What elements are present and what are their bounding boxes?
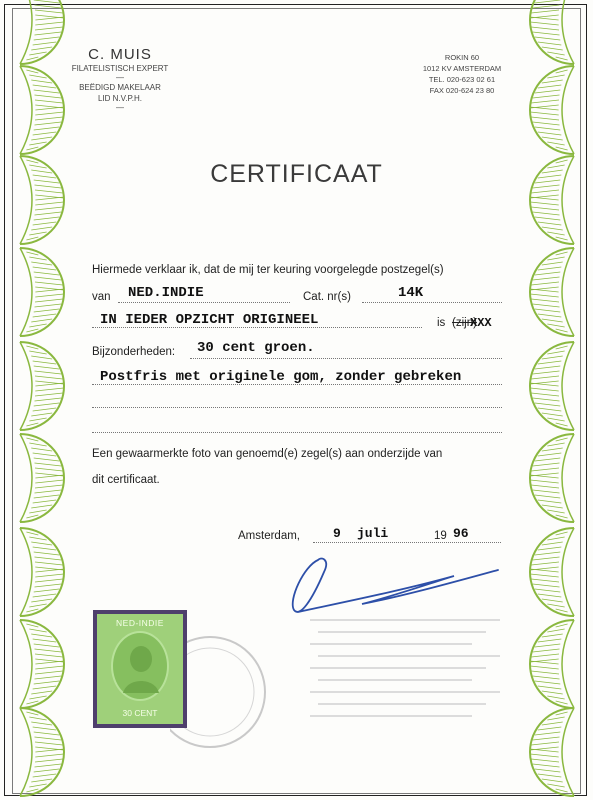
crescent-ornament bbox=[530, 248, 574, 336]
van-label: van bbox=[92, 291, 111, 303]
crescent-ornament bbox=[20, 342, 64, 430]
crescent-ornament bbox=[530, 528, 574, 616]
stamp-bottom-text: 30 CENT bbox=[122, 708, 158, 718]
crescent-ornament bbox=[530, 66, 574, 154]
signature-stroke bbox=[293, 559, 498, 613]
certificate-title: CERTIFICAAT bbox=[210, 160, 383, 188]
zijn-struck: (zijn) bbox=[452, 317, 477, 329]
stamp-face bbox=[97, 614, 183, 724]
expert-name: C. MUIS bbox=[88, 46, 152, 63]
date-year-prefix: 19 bbox=[434, 530, 447, 542]
address-city: 1012 KV AMSTERDAM bbox=[422, 64, 502, 73]
stamp-top-text: NED-INDIE bbox=[116, 618, 164, 628]
sworn-broker: BEËDIGD MAKELAAR bbox=[79, 83, 161, 92]
crescent-ornament bbox=[20, 0, 64, 64]
date-day: 9 bbox=[333, 526, 341, 541]
guilloche-text-lines bbox=[300, 612, 510, 724]
dotted-line bbox=[92, 384, 502, 385]
address-block bbox=[412, 52, 512, 96]
date-place: Amsterdam, bbox=[238, 530, 300, 542]
declaration-text: Hiermede verklaar ik, dat de mij ter keuring voorgelegde postzegel(s) bbox=[92, 264, 444, 276]
dotted-line bbox=[190, 358, 502, 359]
crescent-ornament bbox=[20, 66, 64, 154]
date-month: juli bbox=[357, 526, 389, 541]
divider: — bbox=[116, 103, 124, 112]
divider: — bbox=[116, 73, 124, 82]
verdict-value: IN IEDER OPZICHT ORIGINEEL bbox=[100, 312, 319, 328]
is-label: is bbox=[437, 317, 446, 329]
photo-note-line-2: dit certificaat. bbox=[92, 474, 160, 486]
portrait-icon bbox=[113, 633, 167, 699]
fax-number: FAX 020-624 23 80 bbox=[429, 86, 495, 95]
expert-title: FILATELISTISCH EXPERT bbox=[71, 64, 169, 73]
crescent-ornament bbox=[530, 620, 574, 708]
crescent-ornament bbox=[20, 620, 64, 708]
dotted-line bbox=[313, 542, 501, 543]
catalog-label: Cat. nr(s) bbox=[303, 291, 351, 303]
dotted-line bbox=[92, 407, 502, 408]
dotted-line bbox=[92, 432, 502, 433]
crescent-ornament bbox=[20, 708, 64, 796]
particulars-value: 30 cent groen. bbox=[197, 340, 315, 356]
particulars-label: Bijzonderheden: bbox=[92, 346, 176, 358]
photo-note-line-1: Een gewaarmerkte foto van genoemd(e) zegel(s) aan onderzijde van bbox=[92, 448, 443, 460]
particulars-line-2: Postfris met originele gom, zonder gebreken bbox=[100, 369, 462, 385]
country-value: NED.INDIE bbox=[128, 285, 204, 301]
crescent-ornament bbox=[530, 708, 574, 796]
crescent-ornament bbox=[530, 342, 574, 430]
crescent-ornament bbox=[530, 434, 574, 522]
expert-block bbox=[60, 46, 180, 112]
phone-number: TEL. 020-623 02 61 bbox=[428, 75, 496, 84]
dotted-line bbox=[362, 302, 502, 303]
catalog-value: 14K bbox=[398, 285, 424, 301]
crescent-ornament bbox=[530, 0, 574, 64]
membership: LID N.V.P.H. bbox=[97, 94, 143, 103]
dotted-line bbox=[118, 302, 290, 303]
crescent-ornament bbox=[20, 248, 64, 336]
crescent-ornament bbox=[20, 434, 64, 522]
stamp-portrait-oval bbox=[111, 631, 169, 701]
strike-marker: XXX bbox=[470, 316, 492, 330]
date-year-suffix: 96 bbox=[453, 526, 469, 541]
dotted-line bbox=[92, 327, 422, 328]
address-street: ROKIN 60 bbox=[444, 53, 480, 62]
crescent-ornament bbox=[20, 528, 64, 616]
stamp-photo bbox=[93, 610, 187, 728]
